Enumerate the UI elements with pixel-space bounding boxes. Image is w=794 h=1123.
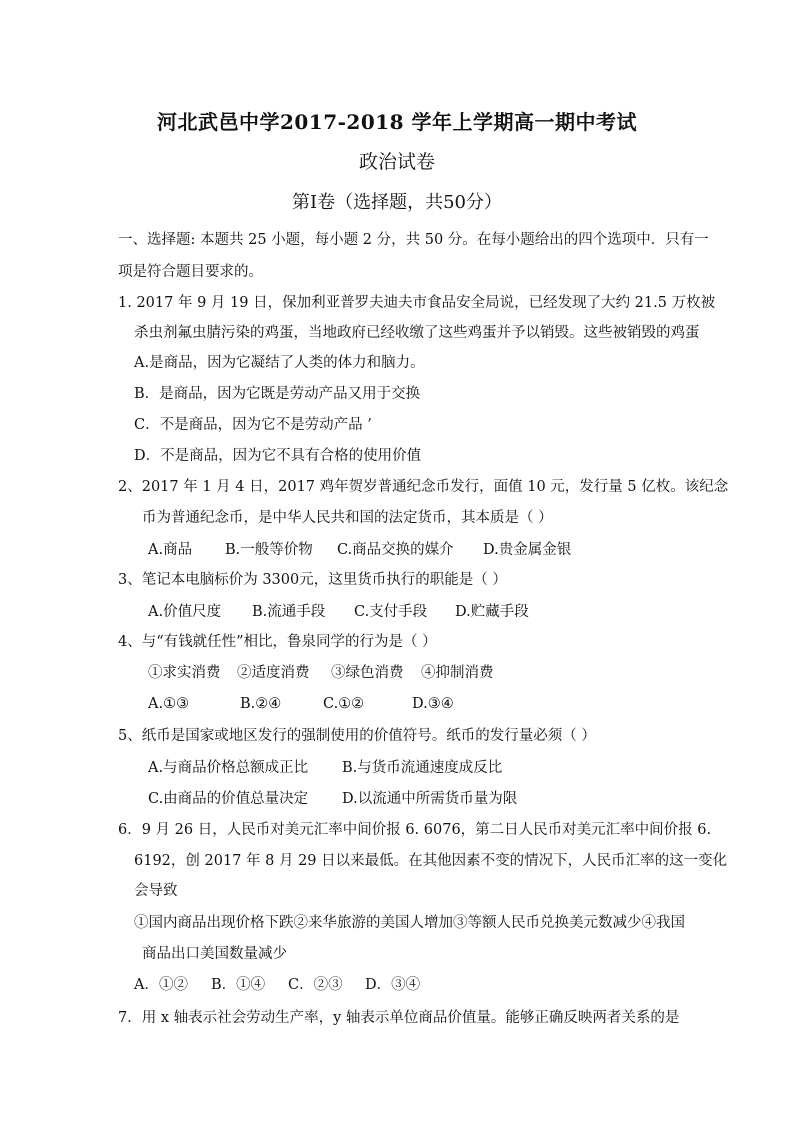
question-4-option-d: D.③④ [412, 696, 454, 712]
question-1-option-d: D．不是商品，因为它不具有合格的使用价值 [134, 448, 422, 464]
instructions-line-1: 一、选择题: 本题共 25 小题，每小题 2 分，共 50 分。在每小题给出的四个选项中．只有一 [118, 232, 709, 248]
question-2-line-2: 币为普通纪念币，是中华人民共和国的法定货币，其本质是（ ） [142, 510, 553, 526]
question-4-item-4: ④抑制消费 [421, 665, 494, 681]
question-1-option-c: C．不是商品，因为它不是劳动产品 ’ [134, 417, 372, 433]
question-1-line-1: 1. 2017 年 9 月 19 日，保加利亚普罗夫迪夫市食品安全局说，已经发现了大约 21.5 万枚被 [118, 295, 716, 311]
question-2-line-1: 2、2017 年 1 月 4 日，2017 鸡年贺岁普通纪念币发行，面值 10 元，发行量 5 亿枚。该纪念 [118, 479, 729, 495]
question-2-option-a: A.商品 [148, 542, 193, 558]
question-6-line-2: 6192，创 2017 年 8 月 29 日以来最低。在其他因素不变的情况下，人民币汇率的这一变化 [134, 853, 728, 869]
exam-title: 河北武邑中学2017-2018 学年上学期高一期中考试 [156, 110, 638, 134]
question-4-line-1: 4、与“有钱就任性”相比，鲁泉同学的行为是（ ） [118, 634, 437, 650]
question-5-option-c: C.由商品的价值总量决定 [148, 791, 309, 807]
question-6-option-c: C．②③ [288, 977, 343, 993]
question-4-item-1: ①求实消费 [148, 665, 221, 681]
question-5-line-1: 5、纸币是国家或地区发行的强制使用的价值符号。纸币的发行量必须（ ） [118, 728, 596, 744]
question-3-line-1: 3、笔记本电脑标价为 3300元，这里货币执行的职能是（ ） [118, 572, 507, 588]
question-4-item-2: ②适度消费 [237, 665, 310, 681]
question-6-line-4: ①国内商品出现价格下跌②来华旅游的美国人增加③等额人民币兑换美元数减少④我国 [134, 915, 685, 931]
question-7-line-1: 7．用 x 轴表示社会劳动生产率，y 轴表示单位商品价值量。能够正确反映两者关系的是 [118, 1010, 680, 1026]
question-1-line-2: 杀虫剂氟虫腈污染的鸡蛋，当地政府已经收缴了这些鸡蛋并予以销毁。这些被销毁的鸡蛋 [134, 325, 700, 341]
question-4-option-c: C.①② [323, 696, 365, 712]
question-1-option-b: B．是商品，因为它既是劳动产品又用于交换 [134, 386, 421, 402]
question-2-option-d: D.贵金属金银 [483, 542, 572, 558]
question-4-item-3: ③绿色消费 [331, 665, 404, 681]
section-title: 第Ⅰ卷（选择题，共50分） [291, 192, 502, 213]
question-2-option-c: C.商品交换的媒介 [337, 542, 454, 558]
question-1-option-a: A.是商品，因为它凝结了人类的体力和脑力。 [134, 355, 425, 371]
question-6-option-a: A．①② [134, 977, 188, 993]
question-4-option-a: A.①③ [148, 696, 190, 712]
question-2-option-b: B.一般等价物 [225, 542, 313, 558]
question-3-option-d: D.贮藏手段 [455, 604, 529, 620]
subject-title: 政治试卷 [358, 151, 435, 173]
question-5-option-d: D.以流通中所需货币量为限 [342, 791, 518, 807]
question-6-option-b: B．①④ [211, 977, 266, 993]
instructions-line-2: 项是符合题目要求的。 [118, 264, 263, 280]
question-3-option-a: A.价值尺度 [148, 604, 222, 620]
question-5-option-b: B.与货币流通速度成反比 [342, 760, 503, 776]
question-5-option-a: A.与商品价格总额成正比 [148, 760, 309, 776]
question-6-option-d: D．③④ [365, 977, 421, 993]
question-3-option-c: C.支付手段 [354, 604, 428, 620]
question-4-option-b: B.②④ [240, 696, 282, 712]
question-6-line-1: 6．9 月 26 日，人民币对美元汇率中间价报 6. 6076，第二日人民币对美元汇率中间价报 6. [118, 822, 712, 838]
question-3-option-b: B.流通手段 [252, 604, 326, 620]
question-6-line-3: 会导致 [134, 883, 178, 899]
question-6-line-5: 商品出口美国数量减少 [142, 946, 287, 962]
